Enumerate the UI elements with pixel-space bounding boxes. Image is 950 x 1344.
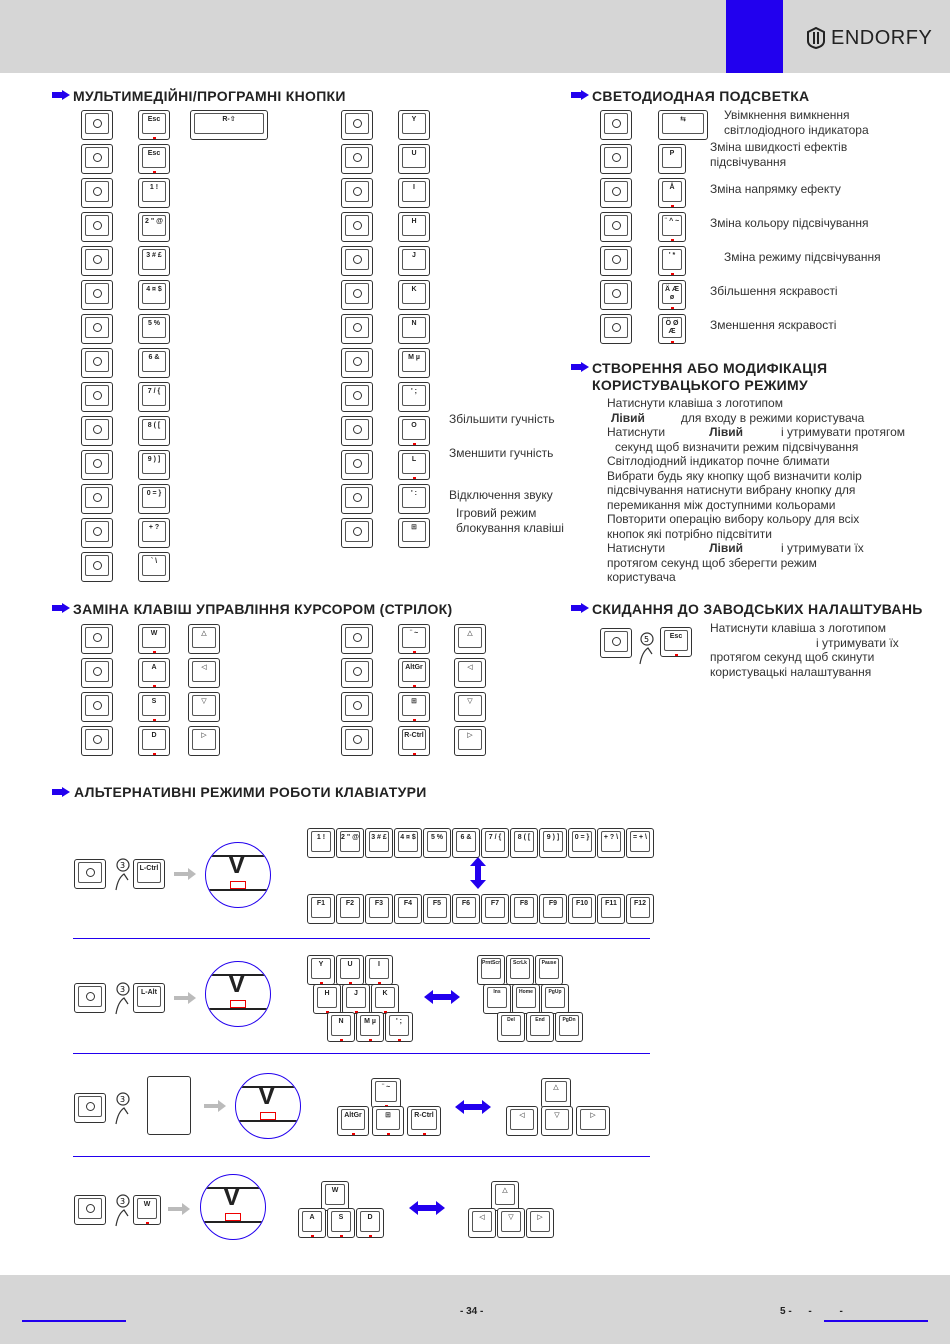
key-logo <box>600 280 632 310</box>
key-letter-4: J <box>342 984 370 1014</box>
key-f-4: F5 <box>423 894 451 924</box>
key-col1-10: 9 ) ] <box>138 450 170 480</box>
key-logo <box>341 110 373 140</box>
key-logo <box>600 178 632 208</box>
key-logo <box>81 450 113 480</box>
key-logo <box>81 484 113 514</box>
key-col1-2: 1 ! <box>138 178 170 208</box>
key-num-10: + ? \ <box>597 828 625 858</box>
footer-link-line <box>22 1320 126 1322</box>
key-s: S <box>327 1208 355 1238</box>
key-arrow-left: ◁ <box>468 1208 496 1238</box>
key-wasd-0: W <box>138 624 170 654</box>
key-arrow-right: ▷ <box>576 1106 610 1136</box>
key-enter <box>147 1076 191 1135</box>
key-nav-5: PgUp <box>541 984 569 1014</box>
key-w: W <box>133 1195 161 1225</box>
key-col2-5: K <box>398 280 430 310</box>
divider <box>73 1156 650 1157</box>
key-col1-8: 7 / { <box>138 382 170 412</box>
key-col1-13: ` \ <box>138 552 170 582</box>
key-col1-9: 8 ( [ <box>138 416 170 446</box>
key-led-2: Å <box>658 178 686 208</box>
key-num-5: 6 & <box>452 828 480 858</box>
custom-instructions: Натиснути клавіша з логотипом Лівий для входу в режими користувача Натиснути Лівий і утримувати протягом секунд щоб визначити режим підсвічування Світлодіодний індикатор почне блимати Вибрати будь яку кнопку щоб визначити колір підсвічування натиснути вибрану кнопку для перемикання між доступними кольорами Повторити операцію вибору кольору для всіх кнопок які потрібно підсвітити Натиснути Лівий і утримувати їх протягом секунд щоб зберегти режим користувача <box>607 396 906 584</box>
header-accent-block <box>726 0 783 73</box>
hand-press-icon <box>636 630 658 666</box>
key-col2-6: N <box>398 314 430 344</box>
label-mute: Відключення звуку <box>449 488 553 502</box>
svg-text:3: 3 <box>120 1197 126 1206</box>
section-arrow-icon <box>52 787 70 797</box>
led-label-1: Зміна швидкості ефектів підсвічування <box>710 140 848 169</box>
key-nav-8: PgDn <box>555 1012 583 1042</box>
key-arrow-2: ▽ <box>188 692 220 722</box>
key-alt-3: R-Ctrl <box>398 726 430 756</box>
key-f-8: F9 <box>539 894 567 924</box>
section-title-alt: АЛЬТЕРНАТИВНІ РЕЖИМИ РОБОТИ КЛАВІАТУРИ <box>74 784 427 800</box>
footer-link-line <box>824 1320 928 1322</box>
key-col2-12: ⊞ <box>398 518 430 548</box>
led-label-6: Зменшення яскравості <box>710 318 837 332</box>
key-led-3: ¨ ^ ~ <box>658 212 686 242</box>
key-num-6: 7 / { <box>481 828 509 858</box>
led-indicator <box>230 1000 246 1008</box>
key-led-0: ⇆ <box>658 110 708 140</box>
section-arrow-icon <box>52 90 70 100</box>
key-logo <box>341 692 373 722</box>
key-logo <box>341 624 373 654</box>
key-nav-2: Pause <box>535 955 563 985</box>
key-f-7: F8 <box>510 894 538 924</box>
key-logo <box>81 416 113 446</box>
key-alt-0: ¨ ~ <box>398 624 430 654</box>
key-l-alt: L-Alt <box>133 983 165 1013</box>
led-label-3: Зміна кольору підсвічування <box>710 216 869 230</box>
gray-arrow-icon <box>174 992 196 1004</box>
keyboard-led-zoom: V <box>235 1073 301 1139</box>
label-volume-down: Зменшити гучність <box>449 446 554 460</box>
led-label-4: Зміна режиму підсвічування <box>724 250 881 264</box>
key-logo <box>81 246 113 276</box>
page-number: - 34 - <box>460 1306 484 1317</box>
key-logo <box>341 382 373 412</box>
key-logo <box>600 212 632 242</box>
key-r-shift: R-⇧ <box>190 110 268 140</box>
key-col1-3: 2 " @ <box>138 212 170 242</box>
key-letter-3: H <box>313 984 341 1014</box>
key-col2-7: M µ <box>398 348 430 378</box>
key-f-5: F6 <box>452 894 480 924</box>
key-f-6: F7 <box>481 894 509 924</box>
keyboard-led-zoom: V <box>200 1174 266 1240</box>
key-logo <box>341 450 373 480</box>
key-f-11: F12 <box>626 894 654 924</box>
keyboard-led-zoom: V <box>205 842 271 908</box>
key-led-1: P <box>658 144 686 174</box>
key-logo <box>81 382 113 412</box>
key-num-8: 9 ) ] <box>539 828 567 858</box>
key-arrow-2: ▽ <box>454 692 486 722</box>
key-arrow-left: ◁ <box>506 1106 538 1136</box>
brand-name: ENDORFY <box>831 26 933 49</box>
key-num-2: 3 # £ <box>365 828 393 858</box>
led-indicator <box>225 1213 241 1221</box>
section-arrow-icon <box>571 603 589 613</box>
keyboard-led-zoom: V <box>205 961 271 1027</box>
key-arrow-up: △ <box>491 1181 519 1211</box>
key-col1-6: 5 % <box>138 314 170 344</box>
key-logo <box>74 1093 106 1123</box>
key-logo <box>81 726 113 756</box>
key-nav-6: Del <box>497 1012 525 1042</box>
section-arrow-icon <box>571 90 589 100</box>
key-logo <box>74 1195 106 1225</box>
key-letter-6: N <box>327 1012 355 1042</box>
key-arrow-up: △ <box>541 1078 571 1108</box>
svg-text:3: 3 <box>120 1095 126 1104</box>
key-w: W <box>321 1181 349 1211</box>
key-logo <box>341 348 373 378</box>
key-arrow-3: ▷ <box>188 726 220 756</box>
svg-text:5: 5 <box>644 635 650 644</box>
key-f-0: F1 <box>307 894 335 924</box>
key-col2-4: J <box>398 246 430 276</box>
key-col2-2: I <box>398 178 430 208</box>
key-col1-5: 4 ¤ $ <box>138 280 170 310</box>
label-game-mode: Ігровий режим блокування клавіші <box>456 506 564 535</box>
key-logo <box>341 726 373 756</box>
key-logo <box>81 518 113 548</box>
double-arrow-icon <box>455 1100 491 1114</box>
key-alt-2: ⊞ <box>398 692 430 722</box>
key-logo <box>81 144 113 174</box>
key-logo <box>81 624 113 654</box>
key-logo <box>81 314 113 344</box>
divider <box>73 1053 650 1054</box>
key-wasd-2: S <box>138 692 170 722</box>
key-col2-9: O <box>398 416 430 446</box>
key-num-3: 4 ¤ $ <box>394 828 422 858</box>
key-num-11: = + \ <box>626 828 654 858</box>
hand-press-icon <box>113 1091 133 1125</box>
key-led-4: ' * <box>658 246 686 276</box>
double-arrow-icon <box>424 990 460 1004</box>
divider <box>73 938 650 939</box>
key-num-7: 8 ( [ <box>510 828 538 858</box>
footer-bar <box>0 1275 950 1344</box>
key-logo <box>341 212 373 242</box>
hand-press-icon <box>113 857 133 891</box>
key-col2-10: L <box>398 450 430 480</box>
key-f-2: F3 <box>365 894 393 924</box>
reset-instructions: Натиснути клавіша з логотипом і утримувати їх протягом секунд щоб скинути користувацькі налаштування <box>710 621 899 679</box>
key-logo <box>600 144 632 174</box>
key-logo <box>74 859 106 889</box>
vertical-double-arrow-icon <box>469 857 487 889</box>
key-logo <box>341 144 373 174</box>
key-arrow-3: ▷ <box>454 726 486 756</box>
key-col1-0: Esc <box>138 110 170 140</box>
key-arrow-1: ◁ <box>188 658 220 688</box>
key-col2-3: H <box>398 212 430 242</box>
key-num-1: 2 " @ <box>336 828 364 858</box>
key-letter-2: I <box>365 955 393 985</box>
key-logo <box>600 246 632 276</box>
key-f-1: F2 <box>336 894 364 924</box>
key-col1-7: 6 & <box>138 348 170 378</box>
key-num-4: 5 % <box>423 828 451 858</box>
section-title-reset: СКИДАННЯ ДО ЗАВОДСЬКИХ НАЛАШТУВАНЬ <box>592 601 923 617</box>
key-led-5: Ä Æ ø <box>658 280 686 310</box>
key-arrow-0: △ <box>188 624 220 654</box>
key-logo <box>600 110 632 140</box>
key-letter-1: U <box>336 955 364 985</box>
key-esc: Esc <box>660 627 692 657</box>
gray-arrow-icon <box>168 1203 190 1215</box>
key-f-10: F11 <box>597 894 625 924</box>
key-logo <box>341 484 373 514</box>
svg-text:3: 3 <box>120 861 126 870</box>
key-col1-11: 0 = } <box>138 484 170 514</box>
key-alt-1: AltGr <box>398 658 430 688</box>
key-logo <box>81 280 113 310</box>
led-label-0: Увімкнення вимкнення світлодіодного індикатора <box>724 108 869 137</box>
led-indicator <box>230 881 246 889</box>
brand-logo <box>806 26 932 50</box>
key-col1-4: 3 # £ <box>138 246 170 276</box>
key-arrow-right: ▷ <box>526 1208 554 1238</box>
header-bar <box>0 0 950 73</box>
led-label-5: Збільшення яскравості <box>710 284 838 298</box>
key-col2-8: ' ; <box>398 382 430 412</box>
gray-arrow-icon <box>174 868 196 880</box>
key-nav-1: ScrLk <box>506 955 534 985</box>
key-logo <box>341 416 373 446</box>
label-volume-up: Збільшити гучність <box>449 412 555 426</box>
key-logo <box>600 628 632 658</box>
hand-press-icon <box>113 1193 133 1227</box>
svg-text:3: 3 <box>120 985 126 994</box>
section-title-multimedia: МУЛЬТИМЕДІЙНІ/ПРОГРАМНІ КНОПКИ <box>73 88 346 104</box>
section-title-custom-2: КОРИСТУВАЦЬКОГО РЕЖИМУ <box>592 377 808 393</box>
footer-right-text: 5 - - - <box>780 1306 843 1317</box>
key-f-9: F10 <box>568 894 596 924</box>
key-logo <box>341 518 373 548</box>
led-label-2: Зміна напрямку ефекту <box>710 182 841 196</box>
key-arrow-0: △ <box>454 624 486 654</box>
key-nav-3: Ins <box>483 984 511 1014</box>
section-title-custom-1: СТВОРЕННЯ АБО МОДИФІКАЦІЯ <box>592 360 828 376</box>
hand-press-icon <box>113 981 133 1015</box>
key-win: ⊞ <box>372 1106 404 1136</box>
key-logo <box>81 110 113 140</box>
key-num-0: 1 ! <box>307 828 335 858</box>
section-title-cursor: ЗАМІНА КЛАВІШ УПРАВЛІННЯ КУРСОРОМ (СТРІЛОК) <box>73 601 453 617</box>
key-arrow-down: ▽ <box>497 1208 525 1238</box>
key-letter-8: ' ; <box>385 1012 413 1042</box>
led-indicator <box>260 1112 276 1120</box>
section-title-led: СВЕТОДИОДНАЯ ПОДСВЕТКА <box>592 88 810 104</box>
key-altgr: AltGr <box>337 1106 369 1136</box>
key-letter-5: K <box>371 984 399 1014</box>
key-logo <box>600 314 632 344</box>
key-col2-1: U <box>398 144 430 174</box>
key-logo <box>81 348 113 378</box>
key-tilde: ¨ ~ <box>371 1078 401 1108</box>
key-wasd-3: D <box>138 726 170 756</box>
key-col2-0: Y <box>398 110 430 140</box>
key-arrow-down: ▽ <box>541 1106 573 1136</box>
key-col1-12: + ? <box>138 518 170 548</box>
section-arrow-icon <box>571 362 589 372</box>
double-arrow-icon <box>409 1201 445 1215</box>
key-letter-0: Y <box>307 955 335 985</box>
key-logo <box>81 212 113 242</box>
key-r-ctrl: R-Ctrl <box>407 1106 441 1136</box>
key-nav-4: Home <box>512 984 540 1014</box>
key-col1-1: Esc <box>138 144 170 174</box>
key-arrow-1: ◁ <box>454 658 486 688</box>
key-logo <box>81 692 113 722</box>
key-logo <box>341 280 373 310</box>
key-f-3: F4 <box>394 894 422 924</box>
key-logo <box>341 658 373 688</box>
key-num-9: 0 = } <box>568 828 596 858</box>
key-logo <box>341 246 373 276</box>
section-arrow-icon <box>52 603 70 613</box>
key-led-6: Ö Ø Æ <box>658 314 686 344</box>
key-nav-0: PrntScr <box>477 955 505 985</box>
key-wasd-1: A <box>138 658 170 688</box>
key-logo <box>81 658 113 688</box>
gray-arrow-icon <box>204 1100 226 1112</box>
key-letter-7: M µ <box>356 1012 384 1042</box>
endorfy-logo-icon <box>806 27 826 49</box>
key-logo <box>81 178 113 208</box>
key-l-ctrl: L-Ctrl <box>133 859 165 889</box>
key-nav-7: End <box>526 1012 554 1042</box>
key-logo <box>74 983 106 1013</box>
key-d: D <box>356 1208 384 1238</box>
key-logo <box>341 314 373 344</box>
key-col2-11: ' : <box>398 484 430 514</box>
key-a: A <box>298 1208 326 1238</box>
key-logo <box>81 552 113 582</box>
key-logo <box>341 178 373 208</box>
